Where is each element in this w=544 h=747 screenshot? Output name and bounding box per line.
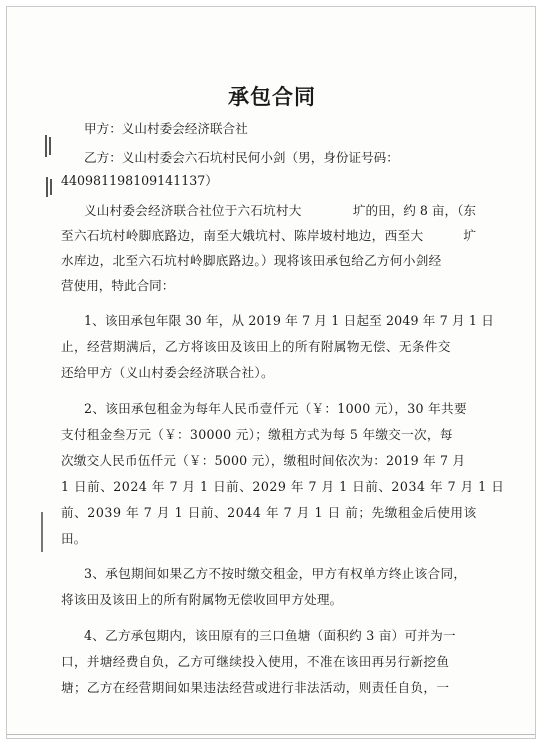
clause-3-line-1: 3、承包期间如果乙方不按时缴交租金，甲方有权单方终止该合同， (84, 566, 467, 581)
party-b-id-line: 440981198109141137） (61, 173, 218, 188)
staple-mark (46, 177, 48, 197)
intro-line-2 (61, 227, 476, 245)
clause-2-line-4: 1 日前、2024 年 7 月 1 日前、2029 年 7 月 1 日前、2034 年 7 月 1 日 (61, 479, 505, 494)
clause-2-line-5: 前、2039 年 7 月 1 日前、2044 年 7 月 1 日 前；先缴租金后使用该 (61, 505, 477, 520)
clause-4-line-1: 4、乙方承包期内，该田原有的三口鱼塘（面积约 3 亩）可并为一 (84, 628, 456, 643)
intro-line-3: 水库边，北至六石坑村岭脚底路边。）现将该田承包给乙方何小剑经 (61, 253, 442, 268)
document-page (6, 6, 536, 739)
staple-mark (50, 179, 52, 195)
party-b-text: 乙方：义山村委会六石坑村民何小剑（男，身份证号码： (84, 150, 399, 165)
intro-line-2-b: 圹 (463, 228, 476, 243)
page-title: 承包合同 (228, 84, 316, 109)
clause-3-line-2: 将该田及该田上的所有附属物无偿收回甲方处理。 (61, 592, 343, 607)
clause-2-line-2: 支付租金叁万元（￥：30000 元）；缴租方式为每 5 年缴交一次，每 (61, 427, 453, 442)
clause-4-line-2: 口，并塘经费自负，乙方可继续投入使用，不准在该田再另行新挖鱼 (61, 654, 450, 669)
clause-4-line-3: 塘；乙方在经营期间如果违法经营或进行非法活动，则责任自负，一 (61, 680, 450, 695)
clause-2-line-6: 田。 (61, 531, 87, 546)
clause-2-line-3: 次缴交人民币伍仟元（￥：5000 元），缴租时间依次为：2019 年 7 月 (61, 453, 466, 468)
party-b-line (84, 149, 462, 167)
intro-line-4: 营使用，特此合同： (61, 278, 175, 293)
binding-mark (41, 512, 43, 552)
clause-1-line-3: 还给甲方（义山村委会经济联合社）。 (61, 365, 274, 380)
clause-2-line-1: 2、该田承包租金为每年人民币壹仟元（￥：1000 元），30 年共要 (84, 401, 467, 416)
intro-line-2-a: 至六石坑村岭脚底路边，南至大娥坑村、陈岸坡村地边，西至大 (61, 228, 424, 243)
intro-line-1-a: 义山村委会经济联合社位于六石坑村大 (84, 203, 302, 218)
page-edge (7, 734, 536, 735)
staple-mark (49, 137, 51, 155)
intro-line-1-b: 圹的田，约 8 亩，（东 (352, 203, 476, 218)
intro-line-1 (84, 202, 476, 220)
clause-1-line-2: 止，经营期满后，乙方将该田及该田上的所有附属物无偿、无条件交 (61, 339, 451, 354)
clause-1-line-1: 1、该田承包年限 30 年，从 2019 年 7 月 1 日起至 2049 年 7 月 1 日 (84, 313, 494, 328)
party-a-line: 甲方：义山村委会经济联合社 (84, 121, 248, 136)
staple-mark (45, 135, 47, 157)
